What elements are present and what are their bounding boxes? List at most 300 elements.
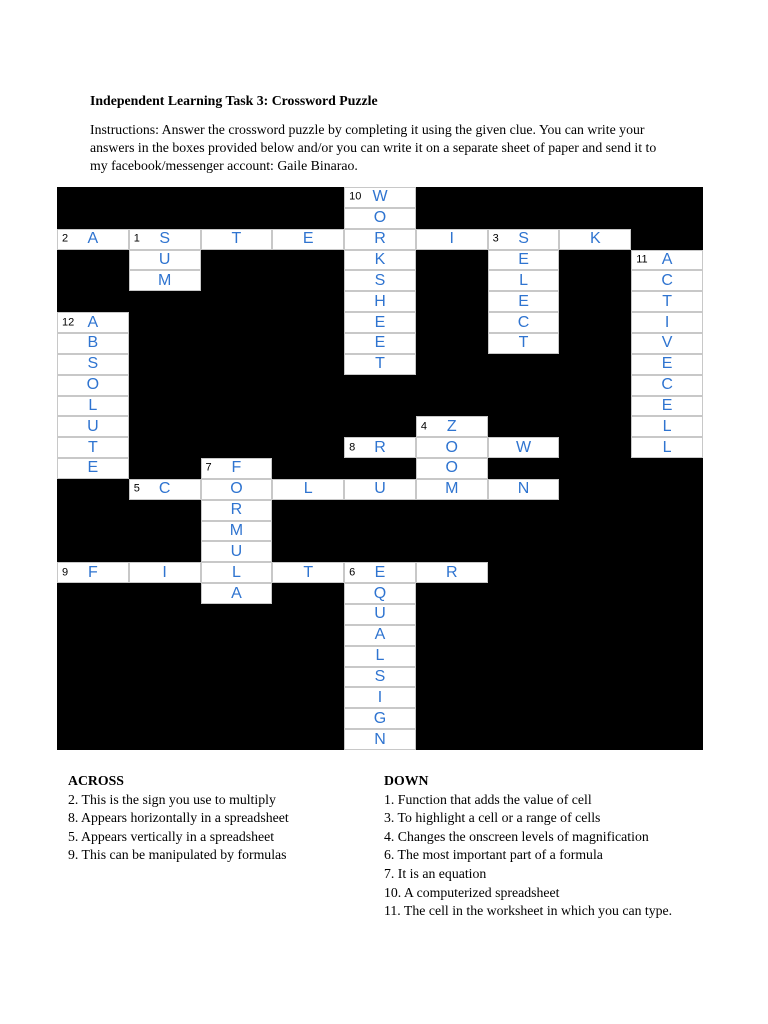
crossword-cell: [488, 312, 560, 333]
crossword-cell: [631, 270, 703, 291]
black-cell: [129, 312, 201, 333]
black-cell: [57, 291, 129, 312]
black-cell: [272, 667, 344, 688]
black-cell: [488, 646, 560, 667]
crossword-cell: [57, 437, 129, 458]
answer-letter: W: [515, 438, 532, 456]
black-cell: [559, 687, 631, 708]
black-cell: [416, 396, 488, 417]
crossword-cell: [129, 270, 201, 291]
answer-letter: E: [661, 355, 673, 373]
answer-letter: I: [377, 688, 383, 706]
answer-letter: R: [445, 563, 458, 581]
black-cell: [129, 291, 201, 312]
answer-letter: U: [87, 417, 99, 435]
answer-letter: E: [374, 313, 386, 331]
answer-letter: K: [374, 250, 386, 268]
black-cell: [57, 625, 129, 646]
black-cell: [129, 604, 201, 625]
black-cell: [57, 687, 129, 708]
black-cell: [488, 500, 560, 521]
black-cell: [416, 250, 488, 271]
across-clues: [68, 772, 289, 865]
crossword-cell: [57, 375, 129, 396]
answer-letter: L: [375, 647, 385, 665]
black-cell: [631, 229, 703, 250]
black-cell: [272, 500, 344, 521]
answer-letter: R: [374, 230, 386, 248]
answer-letter: S: [87, 355, 99, 373]
black-cell: [57, 667, 129, 688]
crossword-cell: [344, 333, 416, 354]
black-cell: [416, 625, 488, 646]
answer-letter: U: [230, 542, 243, 560]
black-cell: [416, 729, 488, 750]
black-cell: [272, 583, 344, 604]
black-cell: [631, 500, 703, 521]
answer-letter: Q: [373, 584, 387, 602]
black-cell: [201, 687, 273, 708]
crossword-cell: [344, 479, 416, 500]
black-cell: [57, 270, 129, 291]
black-cell: [559, 583, 631, 604]
crossword-cell: [272, 479, 344, 500]
answer-letter: C: [517, 313, 530, 331]
crossword-cell: [344, 687, 416, 708]
crossword-cell: [344, 250, 416, 271]
black-cell: [559, 416, 631, 437]
crossword-cell: [344, 646, 416, 667]
black-cell: [488, 708, 560, 729]
clue-down-1: 1. Function that adds the value of cell: [384, 791, 592, 807]
black-cell: [272, 646, 344, 667]
crossword-cell: [344, 229, 416, 250]
crossword-cell: [57, 562, 129, 583]
crossword-cell: [631, 396, 703, 417]
black-cell: [344, 396, 416, 417]
black-cell: [57, 729, 129, 750]
black-cell: [559, 375, 631, 396]
crossword-cell: [344, 667, 416, 688]
crossword-cell: [416, 479, 488, 500]
crossword-cell: [416, 416, 488, 437]
crossword-cell: [201, 229, 273, 250]
answer-letter: F: [231, 459, 242, 477]
answer-letter: I: [664, 313, 670, 331]
crossword-cell: [416, 458, 488, 479]
clue-number: 11: [636, 253, 648, 266]
crossword-cell: [631, 312, 703, 333]
black-cell: [129, 500, 201, 521]
crossword-cell: [201, 500, 273, 521]
black-cell: [488, 208, 560, 229]
instructions-text: Instructions: Answer the crossword puzzle by completing it using the given clue. You can write your answers in the boxes provided below and/or you can write it on a separate sheet of paper and send it to my facebook/messenger account: Gaile Binarao.: [90, 122, 657, 173]
black-cell: [488, 458, 560, 479]
black-cell: [559, 458, 631, 479]
black-cell: [631, 646, 703, 667]
black-cell: [272, 437, 344, 458]
black-cell: [272, 333, 344, 354]
crossword-cell: [272, 229, 344, 250]
black-cell: [416, 375, 488, 396]
black-cell: [57, 708, 129, 729]
crossword-cell: [488, 270, 560, 291]
black-cell: [201, 270, 273, 291]
black-cell: [129, 458, 201, 479]
crossword-cell: [57, 333, 129, 354]
answer-letter: O: [86, 376, 100, 394]
black-cell: [559, 562, 631, 583]
clue-number: 10: [349, 190, 362, 203]
crossword-cell: [129, 562, 201, 583]
black-cell: [559, 521, 631, 542]
black-cell: [416, 583, 488, 604]
black-cell: [488, 667, 560, 688]
crossword-cell: [559, 229, 631, 250]
answer-letter: I: [162, 563, 167, 581]
black-cell: [272, 687, 344, 708]
black-cell: [488, 729, 560, 750]
crossword-cell: [344, 354, 416, 375]
answer-letter: C: [661, 376, 673, 394]
black-cell: [488, 562, 560, 583]
black-cell: [416, 667, 488, 688]
black-cell: [559, 604, 631, 625]
crossword-cell: [129, 229, 201, 250]
clue-down-3: 3. To highlight a cell or a range of cells: [384, 810, 601, 826]
answer-letter: T: [375, 355, 385, 373]
black-cell: [129, 667, 201, 688]
black-cell: [201, 187, 273, 208]
black-cell: [129, 333, 201, 354]
black-cell: [57, 187, 129, 208]
answer-letter: U: [158, 250, 171, 268]
answer-letter: W: [372, 188, 388, 206]
black-cell: [631, 187, 703, 208]
answer-letter: A: [231, 584, 242, 602]
black-cell: [272, 312, 344, 333]
answer-letter: C: [158, 480, 171, 498]
black-cell: [129, 375, 201, 396]
answer-letter: O: [373, 209, 387, 227]
across-heading: ACROSS: [68, 773, 124, 788]
clue-number: 6: [349, 566, 356, 579]
black-cell: [201, 625, 273, 646]
crossword-cell: [344, 604, 416, 625]
answer-letter: E: [302, 230, 314, 248]
crossword-cell: [631, 250, 703, 271]
answer-letter: E: [518, 292, 529, 310]
crossword-cell: [201, 583, 273, 604]
black-cell: [201, 333, 273, 354]
black-cell: [416, 500, 488, 521]
answer-letter: L: [88, 396, 98, 414]
black-cell: [129, 646, 201, 667]
black-cell: [416, 333, 488, 354]
crossword-cell: [488, 291, 560, 312]
answer-letter: A: [87, 230, 99, 248]
crossword-cell: [201, 521, 273, 542]
black-cell: [272, 291, 344, 312]
answer-letter: E: [661, 396, 673, 414]
crossword-cell: [344, 312, 416, 333]
crossword-cell: [631, 437, 703, 458]
answer-letter: K: [589, 230, 601, 248]
crossword-cell: [57, 229, 129, 250]
answer-letter: O: [445, 438, 458, 456]
crossword-grid: [57, 187, 703, 750]
answer-letter: M: [157, 271, 172, 289]
black-cell: [129, 354, 201, 375]
black-cell: [57, 541, 129, 562]
black-cell: [272, 541, 344, 562]
black-cell: [416, 604, 488, 625]
black-cell: [344, 458, 416, 479]
crossword-cell: [631, 291, 703, 312]
clue-number: 8: [349, 441, 356, 454]
answer-letter: L: [303, 480, 313, 498]
clue-number: 1: [133, 232, 140, 245]
clue-down-4: 4. Changes the onscreen levels of magnification: [384, 828, 649, 844]
black-cell: [416, 291, 488, 312]
answer-letter: U: [374, 605, 386, 623]
black-cell: [631, 604, 703, 625]
crossword-cell: [201, 479, 273, 500]
black-cell: [559, 250, 631, 271]
black-cell: [416, 541, 488, 562]
clue-number: 7: [205, 461, 212, 474]
black-cell: [272, 729, 344, 750]
black-cell: [488, 583, 560, 604]
black-cell: [201, 354, 273, 375]
answer-letter: E: [87, 459, 99, 477]
black-cell: [488, 687, 560, 708]
black-cell: [344, 521, 416, 542]
clue-down-7: 7. It is an equation: [384, 865, 487, 881]
black-cell: [631, 541, 703, 562]
black-cell: [201, 250, 273, 271]
black-cell: [559, 354, 631, 375]
answer-letter: V: [661, 334, 673, 352]
crossword-cell: [344, 625, 416, 646]
black-cell: [559, 208, 631, 229]
black-cell: [631, 625, 703, 646]
answer-letter: T: [662, 292, 672, 310]
black-cell: [129, 396, 201, 417]
black-cell: [201, 291, 273, 312]
crossword-cell: [129, 479, 201, 500]
answer-letter: A: [661, 250, 673, 268]
crossword-cell: [488, 250, 560, 271]
black-cell: [416, 646, 488, 667]
clue-across-5: 5. Appears vertically in a spreadsheet: [68, 828, 275, 844]
black-cell: [344, 375, 416, 396]
crossword-cell: [344, 562, 416, 583]
down-heading: DOWN: [384, 773, 429, 788]
clue-number: 12: [62, 316, 75, 329]
answer-letter: T: [231, 230, 242, 248]
black-cell: [201, 208, 273, 229]
crossword-cell: [631, 333, 703, 354]
black-cell: [559, 312, 631, 333]
crossword-cell: [344, 208, 416, 229]
black-cell: [129, 625, 201, 646]
black-cell: [272, 375, 344, 396]
black-cell: [631, 583, 703, 604]
black-cell: [416, 312, 488, 333]
black-cell: [201, 667, 273, 688]
black-cell: [631, 208, 703, 229]
black-cell: [57, 604, 129, 625]
black-cell: [631, 729, 703, 750]
black-cell: [488, 396, 560, 417]
black-cell: [129, 583, 201, 604]
crossword-cell: [488, 479, 560, 500]
answer-letter: R: [374, 438, 386, 456]
answer-letter: H: [374, 292, 386, 310]
crossword-cell: [344, 187, 416, 208]
crossword-cell: [344, 270, 416, 291]
crossword-cell: [631, 354, 703, 375]
answer-letter: E: [374, 563, 386, 581]
answer-letter: A: [87, 313, 99, 331]
answer-letter: Z: [446, 417, 457, 435]
black-cell: [272, 396, 344, 417]
answer-letter: C: [661, 271, 673, 289]
black-cell: [57, 208, 129, 229]
answer-letter: E: [518, 250, 529, 268]
crossword-cell: [201, 541, 273, 562]
black-cell: [129, 521, 201, 542]
black-cell: [559, 667, 631, 688]
black-cell: [272, 208, 344, 229]
black-cell: [559, 541, 631, 562]
answer-letter: E: [374, 334, 386, 352]
black-cell: [559, 291, 631, 312]
black-cell: [559, 708, 631, 729]
black-cell: [488, 187, 560, 208]
black-cell: [416, 270, 488, 291]
clue-number: 4: [420, 420, 427, 433]
black-cell: [129, 416, 201, 437]
black-cell: [488, 354, 560, 375]
crossword-cell: [416, 562, 488, 583]
black-cell: [488, 541, 560, 562]
black-cell: [488, 625, 560, 646]
clue-across-2: 2. This is the sign you use to multiply: [68, 791, 276, 807]
black-cell: [631, 458, 703, 479]
black-cell: [272, 625, 344, 646]
crossword-cell: [488, 333, 560, 354]
black-cell: [129, 729, 201, 750]
crossword-cell: [344, 729, 416, 750]
black-cell: [201, 312, 273, 333]
black-cell: [559, 333, 631, 354]
answer-letter: S: [374, 668, 386, 685]
answer-letter: G: [373, 709, 387, 727]
down-clues: [384, 772, 672, 921]
answer-letter: S: [518, 230, 529, 248]
crossword-cell: [57, 354, 129, 375]
black-cell: [631, 479, 703, 500]
black-cell: [488, 604, 560, 625]
black-cell: [559, 729, 631, 750]
answer-letter: T: [518, 334, 529, 352]
black-cell: [57, 646, 129, 667]
answer-letter: M: [445, 480, 459, 498]
black-cell: [272, 416, 344, 437]
black-cell: [272, 521, 344, 542]
black-cell: [57, 521, 129, 542]
clue-down-6: 6. The most important part of a formula: [384, 847, 603, 863]
black-cell: [57, 250, 129, 271]
clue-number: 2: [62, 232, 69, 245]
black-cell: [559, 500, 631, 521]
black-cell: [559, 646, 631, 667]
black-cell: [416, 687, 488, 708]
black-cell: [416, 187, 488, 208]
crossword-cell: [416, 437, 488, 458]
answer-letter: A: [374, 626, 386, 644]
clue-down-10: 10. A computerized spreadsheet: [384, 884, 560, 900]
black-cell: [201, 375, 273, 396]
black-cell: [272, 187, 344, 208]
crossword-cell: [631, 375, 703, 396]
black-cell: [201, 729, 273, 750]
black-cell: [272, 458, 344, 479]
crossword-cell: [272, 562, 344, 583]
answer-letter: N: [374, 730, 386, 748]
answer-letter: L: [662, 438, 672, 456]
black-cell: [272, 604, 344, 625]
answer-letter: T: [87, 438, 98, 456]
black-cell: [201, 396, 273, 417]
clue-across-8: 8. Appears horizontally in a spreadsheet: [68, 810, 289, 826]
black-cell: [129, 541, 201, 562]
answer-letter: L: [519, 271, 528, 289]
black-cell: [201, 437, 273, 458]
crossword-cell: [57, 458, 129, 479]
black-cell: [631, 521, 703, 542]
black-cell: [344, 541, 416, 562]
black-cell: [559, 625, 631, 646]
page-title: Independent Learning Task 3: Crossword Puzzle: [90, 93, 378, 108]
answer-letter: O: [445, 459, 458, 477]
crossword-cell: [57, 312, 129, 333]
black-cell: [631, 667, 703, 688]
answer-letter: S: [374, 271, 386, 289]
crossword-cell: [344, 437, 416, 458]
answer-letter: U: [374, 480, 386, 498]
crossword-cell: [344, 291, 416, 312]
black-cell: [272, 270, 344, 291]
black-cell: [416, 521, 488, 542]
crossword-cell: [344, 708, 416, 729]
black-cell: [416, 208, 488, 229]
black-cell: [344, 500, 416, 521]
clue-across-9: 9. This can be manipulated by formulas: [68, 847, 287, 863]
crossword-cell: [57, 396, 129, 417]
black-cell: [344, 416, 416, 437]
black-cell: [129, 687, 201, 708]
black-cell: [488, 521, 560, 542]
black-cell: [201, 646, 273, 667]
black-cell: [201, 416, 273, 437]
black-cell: [559, 396, 631, 417]
black-cell: [416, 708, 488, 729]
crossword-cell: [488, 229, 560, 250]
black-cell: [201, 604, 273, 625]
